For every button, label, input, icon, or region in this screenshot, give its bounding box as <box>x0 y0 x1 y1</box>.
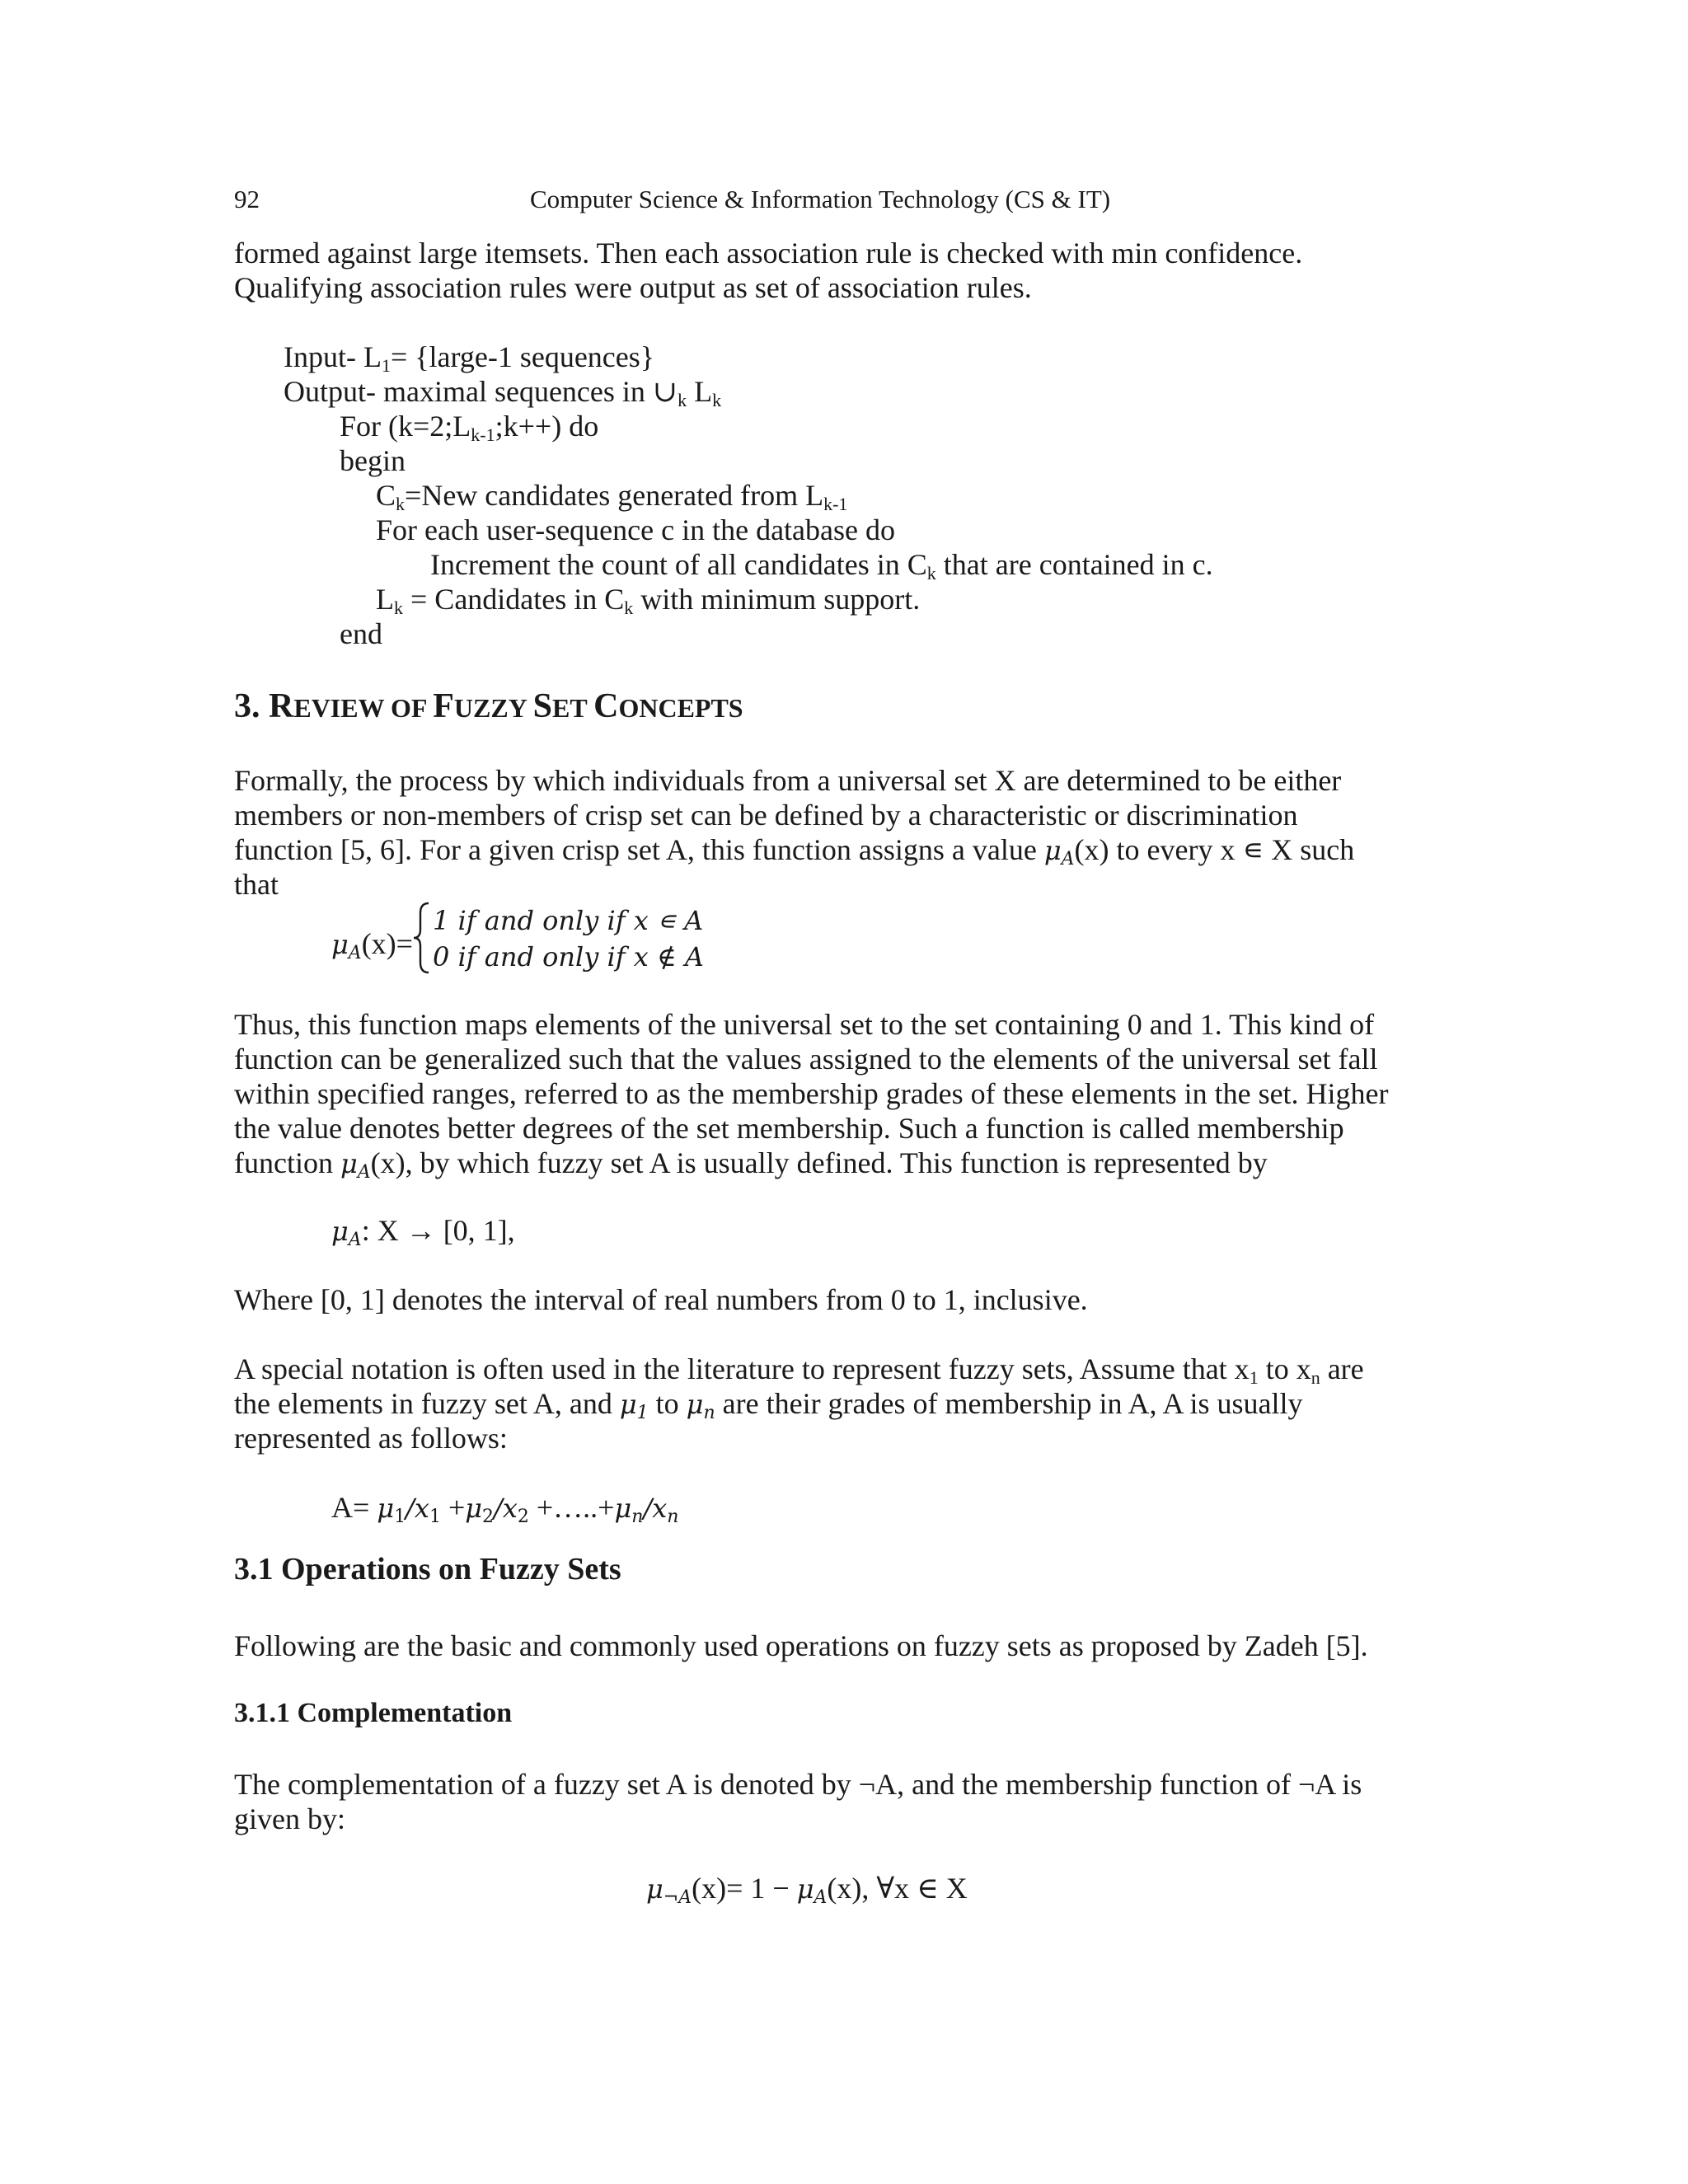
algo-lk: $L_k$ = Candidates in $C_k$ with minimum support. <box>376 583 921 618</box>
algo-end: end <box>340 617 382 650</box>
algo-output: Output- maximal sequences in $\cup_k$ $L_k$ <box>284 375 722 410</box>
eq1-case-2: 0 if and only if x ∉ A <box>433 941 704 972</box>
algo-candidates: $C_k=New$ candidates generated from $L_{k-1}$ <box>376 479 848 514</box>
algo-for: For $(k=2;L_{k-1};k++)$ do <box>340 410 599 445</box>
para2-line-5: function μA(x), by which fuzzy set A is usually defined. This function is represented by <box>234 1146 1268 1183</box>
para3-line-1: A special notation is often used in the literature to represent fuzzy sets, Assume that $x_1$ to $x_n$ are <box>234 1352 1364 1388</box>
page-number: 92 <box>234 185 260 213</box>
section-3-1-1-heading: 3.1.1 Complementation <box>234 1698 513 1728</box>
para2-line-1: Thus, this function maps elements of the universal set to the set containing 0 and 1. This kind of <box>234 1008 1375 1041</box>
algo-increment: Increment the count of all candidates in $C_k$ that are contained in c. <box>430 548 1213 583</box>
section-3-heading: 3. REVIEW OF FUZZY SET CONCEPTS <box>234 687 743 725</box>
para3-line-2: the elements in fuzzy set A, and μ1 to μn are their grades of membership in A, A is usually <box>234 1387 1303 1423</box>
para1-line-4: that <box>234 868 279 901</box>
para2-line-3: within specified ranges, referred to as the membership grades of these elements in the set. Higher <box>234 1077 1389 1110</box>
intro-line-2: Qualifying association rules were output as set of association rules. <box>234 271 1032 304</box>
eq2-mapping: μA: X → [0, 1], <box>331 1214 515 1250</box>
algo-foreach: For each user-sequence c in the database do <box>376 513 895 546</box>
para3-line-3: represented as follows: <box>234 1422 508 1455</box>
para4: Following are the basic and commonly used operations on fuzzy sets as proposed by Zadeh [5]. <box>234 1629 1368 1662</box>
algo-begin: begin <box>340 444 406 477</box>
intro-line-1: formed against large itemsets. Then each association rule is checked with min confidence. <box>234 237 1303 269</box>
running-title: Computer Science & Information Technology (CS & IT) <box>530 185 1111 213</box>
para1-line-1: Formally, the process by which individuals from a universal set X are determined to be either <box>234 764 1342 797</box>
para1-line-2: members or non-members of crisp set can be defined by a characteristic or discrimination <box>234 799 1298 832</box>
eq1-brace <box>412 902 432 974</box>
para2-line-2: function can be generalized such that the values assigned to the elements of the universal set fall <box>234 1043 1378 1076</box>
para5-line-2: given by: <box>234 1802 345 1835</box>
para5-line-1: The complementation of a fuzzy set A is denoted by ¬A, and the membership function of ¬A is <box>234 1768 1362 1801</box>
eq4-complement: μ¬A(x)= 1 − μA(x), ∀x ∈ X <box>646 1872 968 1908</box>
algo-input: Input- $L_1=$ {large-1 sequences} <box>284 340 655 376</box>
eq1-lhs: μA(x)= <box>331 927 413 963</box>
eq3-fuzzy-notation: A= μ1/x1 +μ2/x2 +…..+μn/xn <box>331 1491 679 1527</box>
para1-line-3: function [5, 6]. For a given crisp set A, this function assigns a value μA(x) to every x ∊ X such <box>234 833 1355 869</box>
where-line: Where [0, 1] denotes the interval of real numbers from 0 to 1, inclusive. <box>234 1283 1088 1316</box>
section-3-1-heading: 3.1 Operations on Fuzzy Sets <box>234 1552 621 1586</box>
para2-line-4: the value denotes better degrees of the set membership. Such a function is called membership <box>234 1112 1344 1145</box>
eq1-case-1: 1 if and only if x ∊ A <box>433 905 704 936</box>
